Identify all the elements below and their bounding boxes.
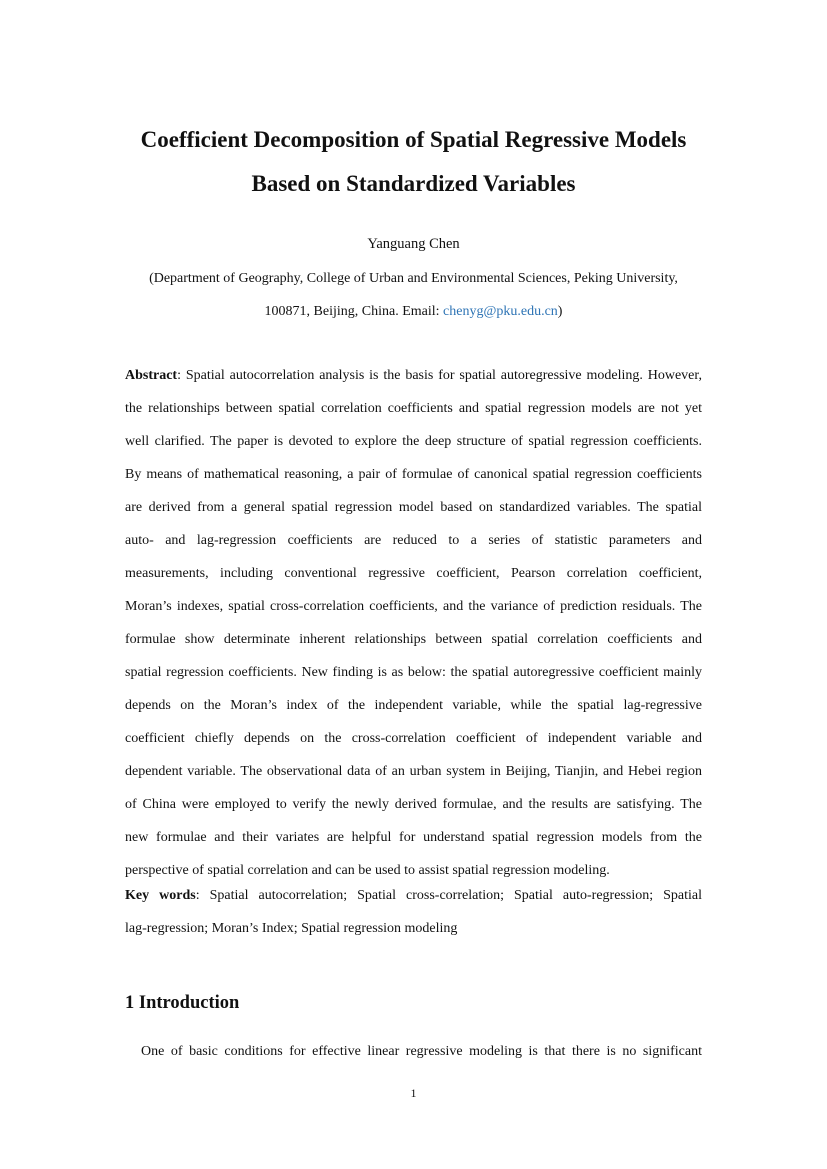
abstract-line: perspective of spatial correlation and can be used to assist spatial regression modeling. [125,863,610,878]
introduction-line: One of basic conditions for effective linear regressive modeling is that there is no significant [141,1044,702,1059]
affiliation-line-1: (Department of Geography, College of Urban and Environmental Sciences, Peking University, [149,271,678,286]
abstract-line: By means of mathematical reasoning, a pair of formulae of canonical spatial regression coefficients [125,467,702,482]
keywords-text: : Spatial autocorrelation; Spatial cross-correlation; Spatial auto-regression; Spatial [195,888,702,903]
page-number: 1 [410,1086,417,1100]
abstract-line: dependent variable. The observational data of an urban system in Beijing, Tianjin, and Hebei region [125,764,702,779]
email-link[interactable]: chenyg@pku.edu.cn [443,304,558,319]
keywords-line [125,879,702,912]
author-name: Yanguang Chen [367,236,460,252]
abstract-label: Abstract [125,368,178,383]
abstract-line: depends on the Moran’s index of the independent variable, while the spatial lag-regressive [125,698,702,713]
keywords-line: lag-regression; Moran’s Index; Spatial regression modeling [125,921,458,936]
abstract-line: of China were employed to verify the newly derived formulae, and the results are satisfying. The [125,797,702,812]
abstract-line: auto- and lag-regression coefficients are reduced to a series of statistic parameters and [125,533,702,548]
abstract-line: coefficient chiefly depends on the cross-correlation coefficient of independent variable and [125,731,702,746]
affiliation-address: 100871, Beijing, China. Email: [264,304,444,319]
abstract-line: new formulae and their variates are helpful for understand spatial regression models from the [125,830,702,845]
abstract-line: Moran’s indexes, spatial cross-correlation coefficients, and the variance of prediction residuals. The [125,599,702,614]
abstract-line: formulae show determinate inherent relationships between spatial correlation coefficients and [125,632,702,647]
abstract-line: are derived from a general spatial regression model based on standardized variables. The spatial [125,500,702,515]
abstract-text: : Spatial autocorrelation analysis is the basis for spatial autoregressive modeling. However, [177,368,702,383]
abstract-line: the relationships between spatial correlation coefficients and spatial regression models are not yet [125,401,702,416]
paper-title-line-1: Coefficient Decomposition of Spatial Regressive Models [140,127,687,152]
abstract-line [125,359,702,392]
abstract-line: well clarified. The paper is devoted to explore the deep structure of spatial regression coefficients. [125,434,702,449]
abstract [125,359,702,887]
affiliation-closing: ) [557,304,563,319]
affiliation-line-2 [60,303,767,321]
abstract-line: measurements, including conventional regressive coefficient, Pearson correlation coefficient, [125,566,702,581]
section-heading: 1 Introduction [125,993,240,1013]
paper-title-line-2: Based on Standardized Variables [251,171,576,196]
abstract-line: spatial regression coefficients. New finding is as below: the spatial autoregressive coefficient mainly [125,665,702,680]
keywords [125,879,702,945]
introduction-paragraph [125,1035,702,1068]
keywords-label: Key words [125,888,196,903]
